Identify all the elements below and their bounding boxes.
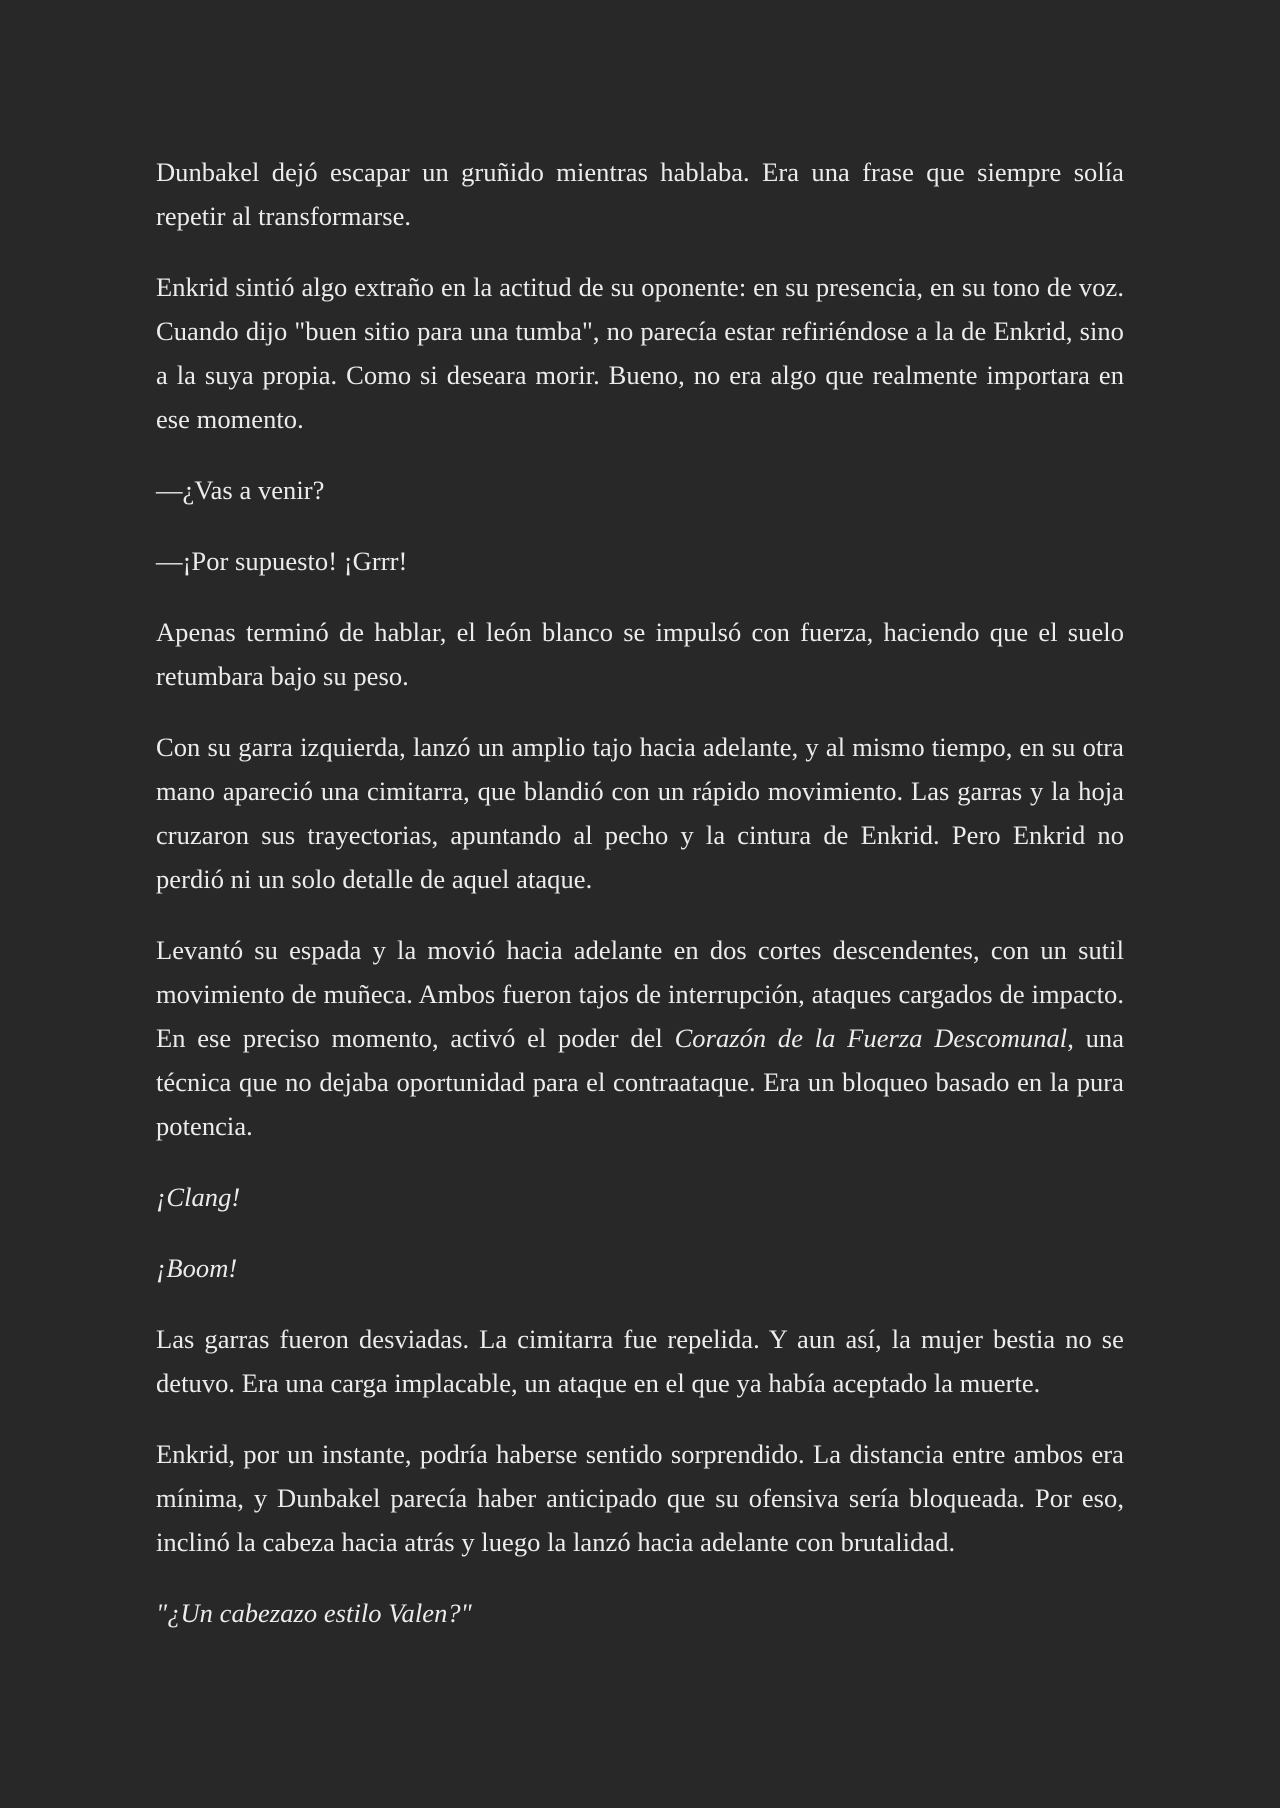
- paragraph: Apenas terminó de hablar, el león blanco se impulsó con fuerza, haciendo que el suelo retumbara bajo su peso.: [156, 617, 1124, 691]
- sound-effect-text: ¡Boom!: [156, 1253, 238, 1283]
- paragraph-text: , una técnica que no dejaba oportunidad para el contraataque. Era un bloqueo basado en la pura potencia.: [156, 1023, 1125, 1141]
- paragraph: Con su garra izquierda, lanzó un amplio tajo hacia adelante, y al mismo tiempo, en su otra mano apareció una cimitarra, que blandió con un rápido movimiento. Las garras y la hoja cruzaron sus trayectorias, apuntando al pecho y la cintura de Enkrid. Pero Enkrid no perdió ni un solo detalle de aquel ataque.: [156, 732, 1124, 894]
- paragraph: Enkrid, por un instante, podría haberse sentido sorprendido. La distancia entre ambos era mínima, y Dunbakel parecía haber anticipado que su ofensiva sería bloqueada. Por eso, inclinó la cabeza hacia atrás y luego la lanzó hacia adelante con brutalidad.: [156, 1439, 1124, 1557]
- sound-effect: [156, 1246, 1124, 1290]
- inner-thought: [156, 1591, 1124, 1635]
- technique-name: Corazón de la Fuerza Descomunal: [674, 1023, 1068, 1053]
- sound-effect-text: ¡Clang!: [156, 1182, 241, 1212]
- paragraph: Las garras fueron desviadas. La cimitarra fue repelida. Y aun así, la mujer bestia no se detuvo. Era una carga implacable, un ataque en el que ya había aceptado la muerte.: [156, 1324, 1124, 1398]
- dialogue-line: —¡Por supuesto! ¡Grrr!: [156, 546, 408, 576]
- inner-thought-text: "¿Un cabezazo estilo Valen?": [156, 1598, 472, 1628]
- dialogue-line: —¿Vas a venir?: [156, 475, 325, 505]
- paragraph-text: Levantó su espada y la movió hacia adelante en dos cortes descendentes, con un sutil movimiento de muñeca. Ambos fueron tajos de interrupción, ataques cargados de impacto. En ese preciso momento, activó el poder del: [156, 935, 1124, 1053]
- paragraph: Enkrid sintió algo extraño en la actitud de su oponente: en su presencia, en su tono de voz. Cuando dijo "buen sitio para una tumba", no parecía estar refiriéndose a la de Enkrid, sino a la suya propia. Como si deseara morir. Bueno, no era algo que realmente importara en ese momento.: [156, 272, 1124, 434]
- sound-effect: [156, 1175, 1124, 1219]
- paragraph: [156, 928, 1124, 1148]
- chapter-text: [156, 150, 1124, 1635]
- paragraph: Dunbakel dejó escapar un gruñido mientras hablaba. Era una frase que siempre solía repetir al transformarse.: [156, 157, 1124, 231]
